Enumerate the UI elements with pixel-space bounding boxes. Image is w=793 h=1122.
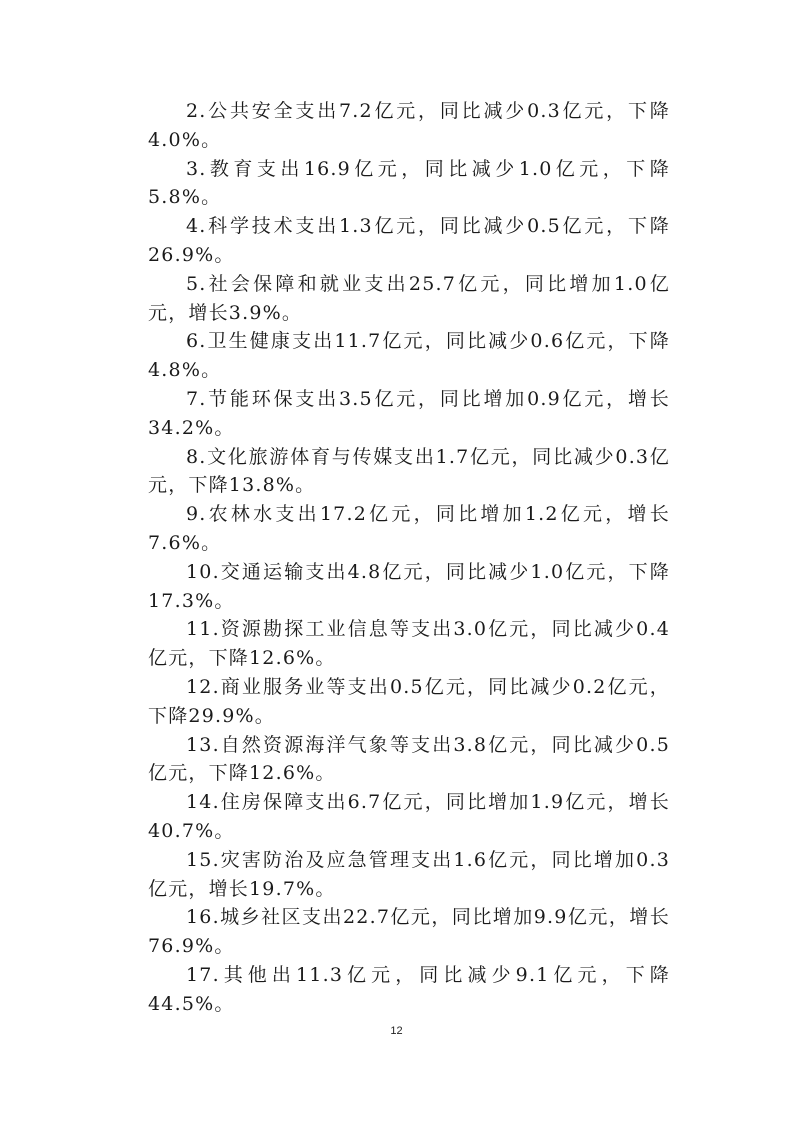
paragraph-science-technology: 4.科学技术支出1.3亿元，同比减少0.5亿元，下降26.9%。	[148, 215, 670, 266]
paragraph-public-security: 2.公共安全支出7.2亿元，同比减少0.3亿元，下降4.0%。	[148, 100, 670, 151]
paragraph-commerce: 12.商业服务业等支出0.5亿元，同比减少0.2亿元，下降29.9%。	[148, 675, 670, 727]
paragraph-natural-resources: 13.自然资源海洋气象等支出3.8亿元，同比减少0.5亿元，下降12.6%。	[148, 733, 670, 785]
paragraph-resources-industry: 11.资源勘探工业信息等支出3.0亿元，同比减少0.4亿元，下降12.6%。	[148, 618, 670, 670]
document-body	[148, 97, 670, 1019]
paragraph-energy-environment: 7.节能环保支出3.5亿元，同比增加0.9亿元，增长34.2%。	[148, 387, 670, 439]
paragraph-culture-media: 8.文化旅游体育与传媒支出1.7亿元，同比减少0.3亿元，下降13.8%。	[148, 445, 670, 497]
page-number: 12	[390, 1025, 403, 1037]
paragraph-urban-rural: 16.城乡社区支出22.7亿元，同比增加9.9亿元，增长76.9%。	[148, 906, 670, 958]
paragraph-disaster-prevention: 15.灾害防治及应急管理支出1.6亿元，同比增加0.3亿元，增长19.7%。	[148, 848, 670, 900]
paragraph-education: 3.教育支出16.9亿元，同比减少1.0亿元，下降5.8%。	[148, 157, 670, 209]
paragraph-agriculture: 9.农林水支出17.2亿元，同比增加1.2亿元，增长7.6%。	[148, 503, 670, 554]
paragraph-social-security: 5.社会保障和就业支出25.7亿元，同比增加1.0亿元，增长3.9%。	[148, 272, 670, 324]
paragraph-other: 17.其他出11.3亿元，同比减少9.1亿元，下降44.5%。	[148, 963, 670, 1015]
paragraph-housing: 14.住房保障支出6.7亿元，同比增加1.9亿元，增长40.7%。	[148, 791, 670, 842]
paragraph-health: 6.卫生健康支出11.7亿元，同比减少0.6亿元，下降4.8%。	[148, 330, 670, 382]
paragraph-transport: 10.交通运输支出4.8亿元，同比减少1.0亿元，下降17.3%。	[148, 560, 670, 612]
